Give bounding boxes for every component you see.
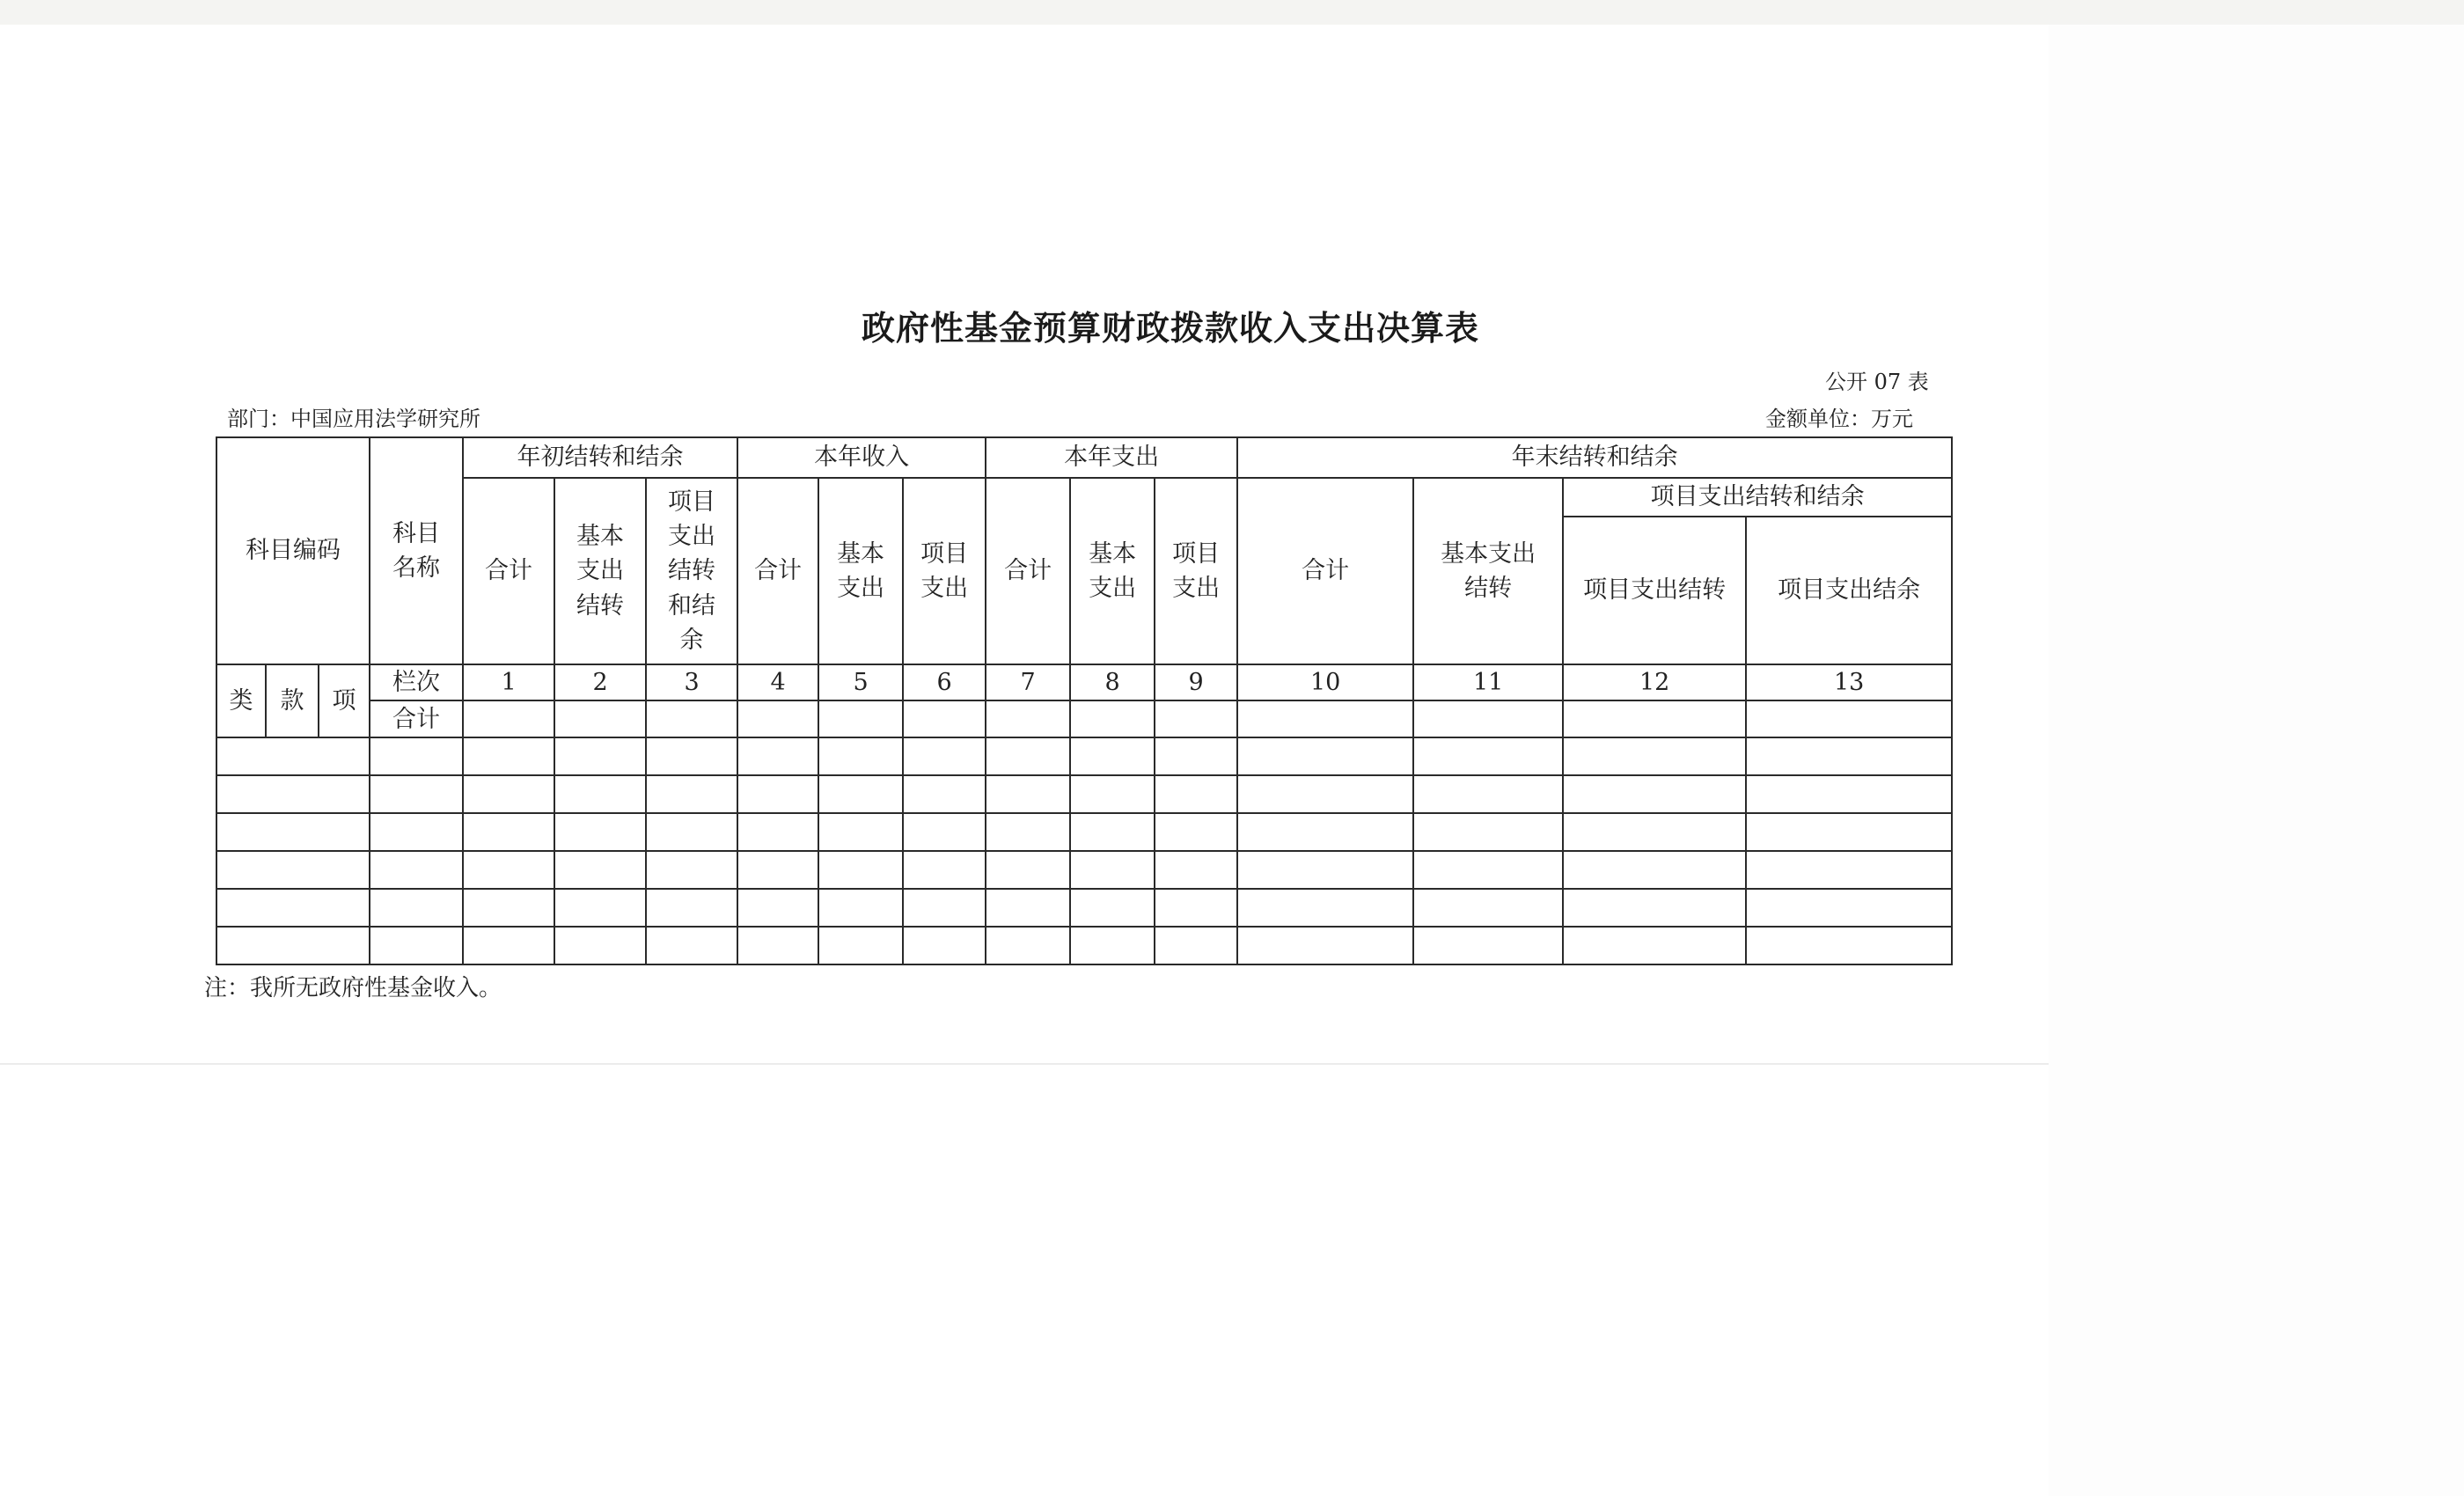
header-project-carry-balance: 项目支出结转和结余 (646, 478, 737, 664)
header-column-order: 栏次 (370, 664, 463, 700)
column-number: 12 (1563, 664, 1746, 700)
table-cell (1746, 851, 1952, 889)
table-cell (903, 737, 986, 775)
header-item: 项 (319, 664, 370, 737)
table-cell (216, 851, 370, 889)
table-cell (986, 775, 1070, 813)
header-project-balance-group: 项目支出结转和结余 (1563, 478, 1952, 517)
table-cell (370, 889, 463, 927)
table-cell (737, 851, 818, 889)
table-cell (1155, 927, 1237, 964)
table-cell (646, 851, 737, 889)
table-cell (370, 737, 463, 775)
table-row (216, 737, 1952, 775)
table-cell (1237, 813, 1413, 851)
table-cell (1155, 889, 1237, 927)
table-cell (1070, 775, 1155, 813)
table-cell (1070, 889, 1155, 927)
table-cell (1563, 775, 1746, 813)
column-number: 8 (1070, 664, 1155, 700)
table-cell (1746, 927, 1952, 964)
table-cell (986, 737, 1070, 775)
table-cell (554, 775, 646, 813)
table-cell (216, 889, 370, 927)
table-cell (1563, 737, 1746, 775)
table-cell (1563, 851, 1746, 889)
table-cell (1237, 737, 1413, 775)
header-project-expense-balance: 项目支出结余 (1746, 517, 1952, 664)
header-basic-expense-carry: 基本支出结转 (1413, 478, 1563, 664)
column-number: 13 (1746, 664, 1952, 700)
table-cell (1237, 927, 1413, 964)
table-cell (370, 775, 463, 813)
table-cell (986, 813, 1070, 851)
column-number: 9 (1155, 664, 1237, 700)
total-row-label: 合计 (370, 700, 463, 737)
table-cell (1155, 775, 1237, 813)
table-cell (1413, 813, 1563, 851)
column-number: 7 (986, 664, 1070, 700)
table-cell (1155, 851, 1237, 889)
table-cell (463, 775, 554, 813)
table-cell (463, 889, 554, 927)
page-title: 政府性基金预算财政拨款收入支出决算表 (861, 309, 1479, 348)
table-cell (463, 813, 554, 851)
table-cell (646, 889, 737, 927)
table-cell (554, 889, 646, 927)
header-total-2: 合计 (737, 478, 818, 664)
table-cell (1237, 700, 1413, 737)
table-cell (1746, 700, 1952, 737)
unit-label: 金额单位：万元 (1765, 407, 1913, 431)
table-cell (1563, 813, 1746, 851)
table-cell (1413, 700, 1563, 737)
column-number: 3 (646, 664, 737, 700)
header-section: 款 (266, 664, 319, 737)
table-cell (818, 889, 903, 927)
department-label: 部门：中国应用法学研究所 (227, 407, 480, 431)
column-number: 6 (903, 664, 986, 700)
table-cell (463, 700, 554, 737)
table-cell (554, 737, 646, 775)
table-cell (216, 927, 370, 964)
table-cell (1413, 889, 1563, 927)
table-cell (1070, 813, 1155, 851)
table-cell (1237, 775, 1413, 813)
table-cell (646, 813, 737, 851)
form-code: 公开 07 表 (1825, 370, 1929, 394)
table-cell (554, 700, 646, 737)
table-cell (646, 927, 737, 964)
table-cell (986, 700, 1070, 737)
table-cell (554, 927, 646, 964)
table-cell (737, 775, 818, 813)
column-number: 4 (737, 664, 818, 700)
header-basic-carry: 基本支出结转 (554, 478, 646, 664)
table-cell (903, 813, 986, 851)
table-cell (554, 851, 646, 889)
table-cell (1746, 775, 1952, 813)
table-cell (1070, 737, 1155, 775)
table-row (216, 927, 1952, 964)
table-cell (903, 851, 986, 889)
header-closing-balance: 年末结转和结余 (1237, 437, 1952, 478)
header-total-1: 合计 (463, 478, 554, 664)
table-cell (1155, 737, 1237, 775)
table-cell (818, 927, 903, 964)
header-class: 类 (216, 664, 266, 737)
table-cell (1237, 889, 1413, 927)
budget-table (216, 436, 1951, 963)
column-number: 11 (1413, 664, 1563, 700)
table-cell (370, 851, 463, 889)
table-cell (986, 851, 1070, 889)
column-number: 10 (1237, 664, 1413, 700)
table-cell (216, 737, 370, 775)
table-cell (1070, 927, 1155, 964)
table-cell (1413, 927, 1563, 964)
column-number: 5 (818, 664, 903, 700)
table-cell (1155, 813, 1237, 851)
table-row (216, 775, 1952, 813)
header-project-expense-2: 项目支出 (1155, 478, 1237, 664)
scan-artifact-line (0, 1063, 2049, 1065)
table-cell (1070, 851, 1155, 889)
table-cell (1155, 700, 1237, 737)
table-cell (903, 927, 986, 964)
table-cell (1070, 700, 1155, 737)
table-cell (1413, 851, 1563, 889)
table-cell (818, 813, 903, 851)
table-cell (370, 813, 463, 851)
table-cell (818, 851, 903, 889)
header-total-4: 合计 (1237, 478, 1413, 664)
column-number: 1 (463, 664, 554, 700)
table-cell (370, 927, 463, 964)
table-cell (1746, 737, 1952, 775)
table-cell (986, 889, 1070, 927)
table-cell (737, 927, 818, 964)
table-cell (903, 889, 986, 927)
table-cell (1563, 927, 1746, 964)
table-cell (1563, 889, 1746, 927)
header-total-3: 合计 (986, 478, 1070, 664)
column-number: 2 (554, 664, 646, 700)
table-cell (1413, 775, 1563, 813)
header-project-expense-carry: 项目支出结转 (1563, 517, 1746, 664)
table-row (216, 813, 1952, 851)
table-cell (818, 737, 903, 775)
table-cell (463, 851, 554, 889)
table-row (216, 851, 1952, 889)
table-cell (737, 700, 818, 737)
table-row (216, 889, 1952, 927)
table-cell (737, 813, 818, 851)
table-cell (818, 775, 903, 813)
table-cell (818, 700, 903, 737)
footnote: 注：我所无政府性基金收入。 (204, 975, 502, 1001)
header-opening-balance: 年初结转和结余 (463, 437, 737, 478)
header-project-expense-1: 项目支出 (903, 478, 986, 664)
table-cell (986, 927, 1070, 964)
header-subject-name: 科目名称 (370, 437, 463, 664)
header-basic-expense-2: 基本支出 (1070, 478, 1155, 664)
table-cell (903, 700, 986, 737)
table-cell (216, 813, 370, 851)
table-cell (646, 700, 737, 737)
header-subject-code: 科目编码 (216, 437, 370, 664)
table-cell (463, 737, 554, 775)
table-cell (646, 775, 737, 813)
scanned-page (0, 25, 2049, 1496)
table-cell (903, 775, 986, 813)
table-cell (216, 775, 370, 813)
scan-margin (2049, 25, 2464, 1496)
table-cell (1746, 813, 1952, 851)
table-cell (1413, 737, 1563, 775)
header-basic-expense-1: 基本支出 (818, 478, 903, 664)
header-current-income: 本年收入 (737, 437, 986, 478)
table-cell (737, 737, 818, 775)
table-cell (1237, 851, 1413, 889)
table-cell (554, 813, 646, 851)
table-cell (737, 889, 818, 927)
table-cell (463, 927, 554, 964)
table-cell (646, 737, 737, 775)
header-current-expense: 本年支出 (986, 437, 1237, 478)
table-cell (1746, 889, 1952, 927)
table-cell (1563, 700, 1746, 737)
